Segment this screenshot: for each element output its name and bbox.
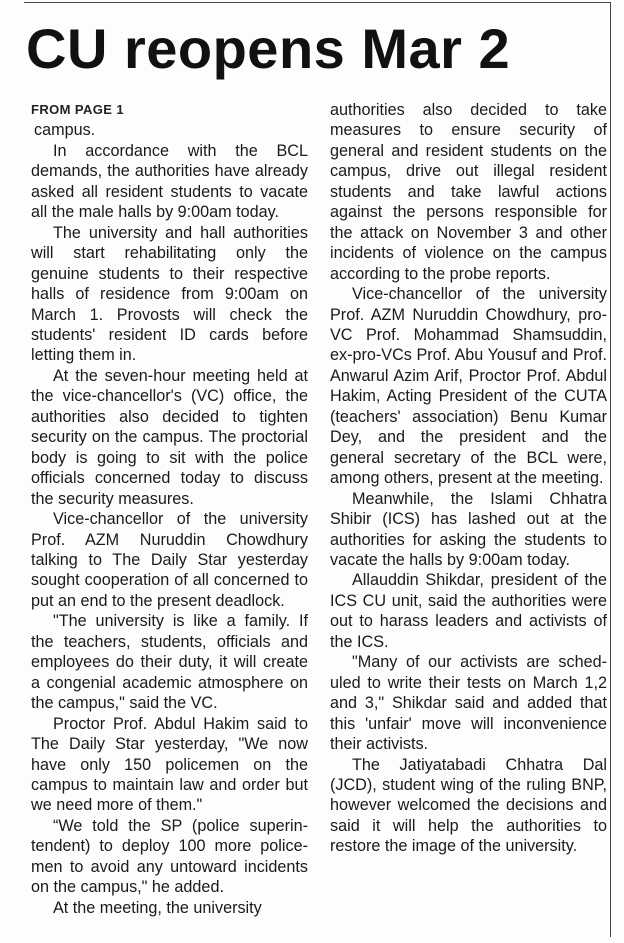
paragraph: authorities also decided to take measures to ensure security of general and resident students on the campus, drive out illegal resident students and take lawful actions against the persons responsible for the attack on November 3 and other incidents of violence on the campus according to the probe reports. [330,101,607,283]
paragraph: Vice-chancellor of the university Prof. AZM Nuruddin Chowdhury, pro-VC Prof. Mohammad Shamsuddin, ex-pro-VCs Prof. Abu Yousuf and Prof. Anwarul Azim Arif, Proctor Prof. Abdul Hakim, Acting President of the CUTA (teachers' association) Benu Kumar Dey, and the president and the general secretary of the BCL were, among others, present at the meeting. [330,285,607,488]
paragraph: Meanwhile, the Islami Chhatra Shibir (ICS) has lashed out at the authorities for asking the students to vacate the halls by 9:00am today. [330,489,607,569]
paragraph: Proctor Prof. Abdul Hakim said to The Daily Star yesterday, "We now have only 150 policemen on the campus to maintain law and order but we need more of them." [31,714,308,815]
paragraph: campus. [34,121,96,140]
headline: CU reopens Mar 2 [26,17,511,80]
paragraph: In accordance with the BCL demands, the authorities have already asked all resident students to vacate all the male halls by 9:00am today. [31,141,308,222]
paragraph: The Jatiyatabadi Chhatra Dal (JCD), student wing of the ruling BNP, however welcomed the decisions and said it will help the authorities to restore the image of the university. [330,755,607,856]
right-border-rule [610,2,611,937]
paragraph: Vice-chancellor of the university Prof. AZM Nuruddin Chowdhury talking to The Daily Star yesterday sought cooperation of all concerned to put an end to the present deadlock. [31,510,308,610]
top-border-rule [24,2,610,3]
article-column-left [31,100,308,918]
paragraph: The university and hall authorities will start rehabilitating only the genuine students to their respective halls of residence from 9:00am on March 1. Provosts will check the students' resident ID cards before letting them in. [31,223,308,365]
paragraph: “We told the SP (police superintendent) to deploy 100 more policemen to avoid any untoward incidents on the campus," he added. [31,816,308,897]
paragraph: At the meeting, the university [53,898,262,917]
article-column-right [330,100,607,857]
paragraph: At the seven-hour meeting held at the vice-chancellor's (VC) office, the authorities also decided to tighten security on the campus. The proctorial body is going to sit with the police officials concerned today to discuss the security measures. [31,366,308,508]
paragraph: "The university is like a family. If the teachers, students, officials and employees do their duty, it will create a congenial academic atmosphere on the campus," said the VC. [31,612,308,713]
paragraph: Allauddin Shikdar, president of the ICS CU unit, said the authorities were out to harass leaders and activists of the ICS. [330,571,607,651]
paragraph: "Many of our activists are scheduled to write their tests on March 1,2 and 3," Shikdar said and added that this 'unfair' move will inconvenience their activists. [330,653,607,754]
jump-label: FROM PAGE 1 [31,102,125,117]
